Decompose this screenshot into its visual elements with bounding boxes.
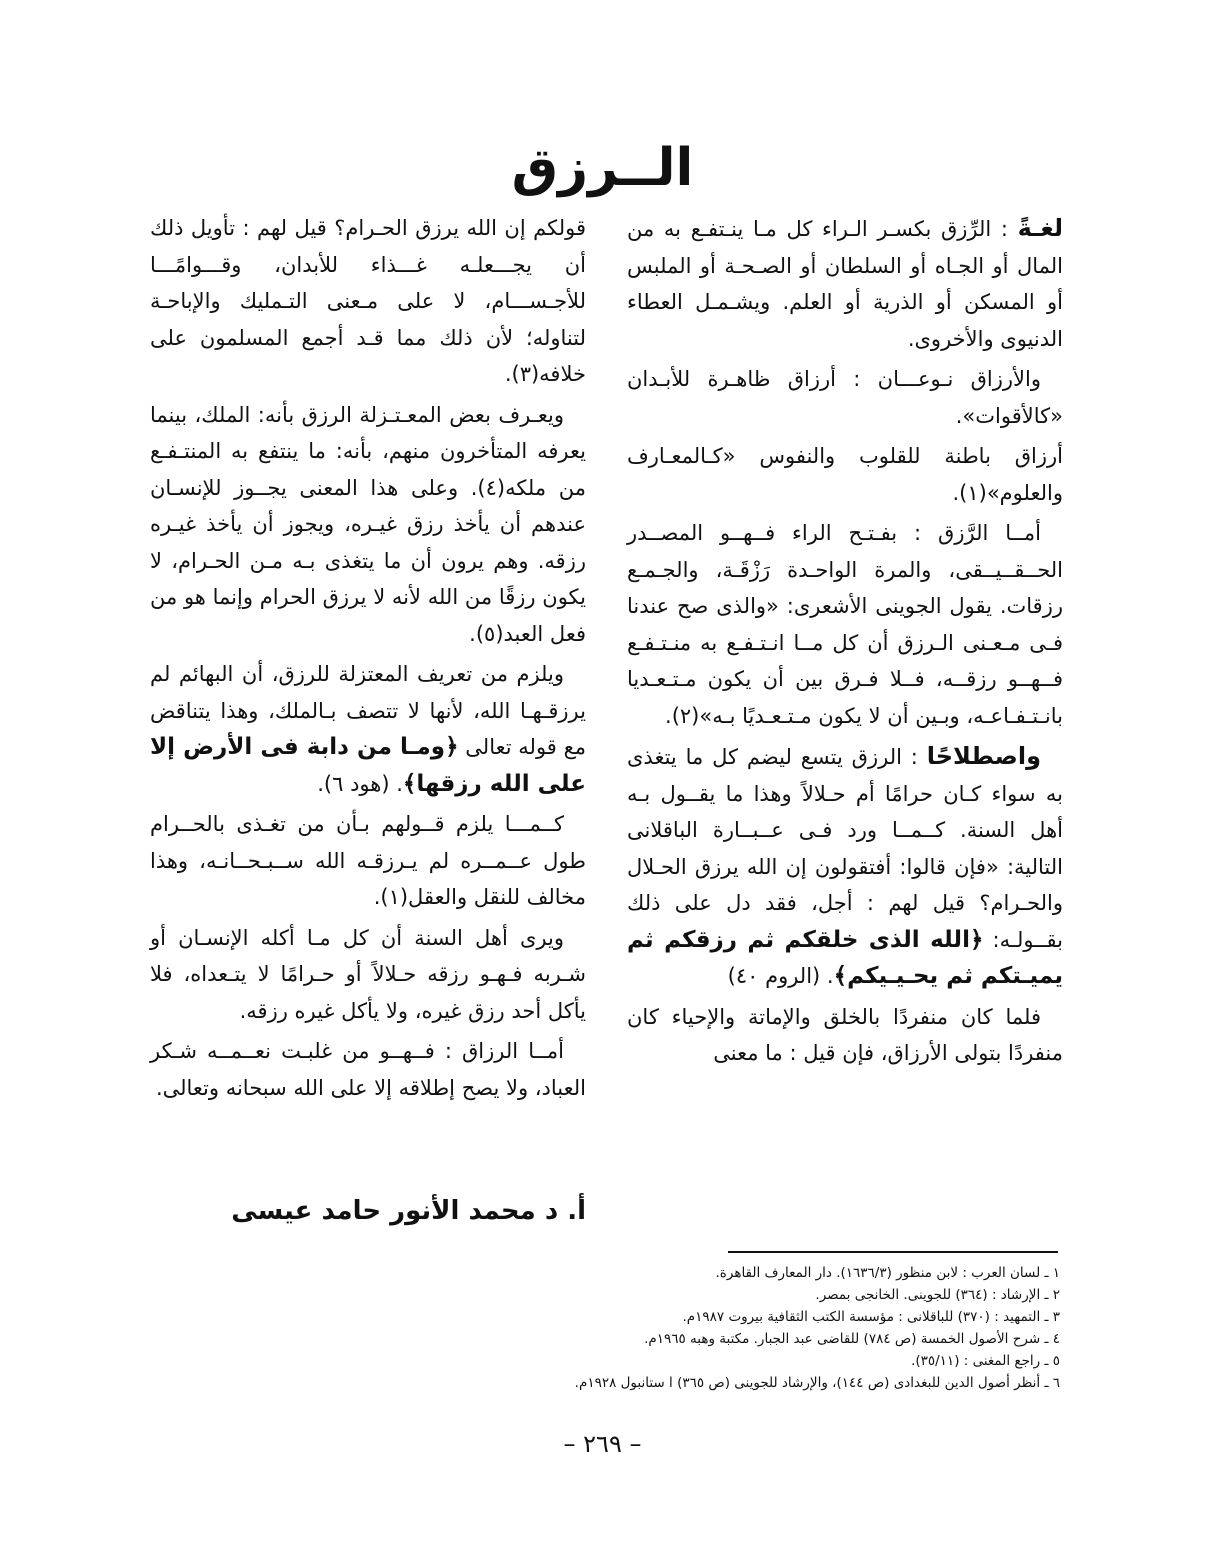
term-istilahan: واصطلاحًا <box>926 742 1041 770</box>
paragraph-razzaq: أمــا الرزاق : فــهــو من غلبـت نعــمــه شـكر العباد، ولا يصح إطلاقه إلا على الله سبحانه وتعالى. <box>150 1039 586 1100</box>
paragraph-istilahan <box>627 738 1063 995</box>
author-signature: أ. د محمد الأنور حامد عيسى <box>231 1196 586 1226</box>
paragraph-text: : الرزق يتسع ليضم كل ما يتغذى به سواء كـان حرامًا أم حـلالاً وهذا ما يقــول بـه أهل السنة. كــمــا ورد فـى عــبــارة الباقلانى التالية: «فإن قالوا: أفتقولون إن الله يرزق الحـلال والحـرام؟ قيل لهم : أجل، فقد دل على ذلك بقــولـه: <box>627 745 1064 952</box>
footnote-item: ٣ ـ التمهيد : (٣٧٠) للباقلانى : مؤسسة الكتب الثقافية بيروت ١٩٨٧م. <box>682 1309 1060 1325</box>
paragraph-infirad: فلما كان منفردًا بالخلق والإماتة والإحياء كان منفردًا بتولى الأرزاق، فإن قيل : ما معنى <box>627 1004 1063 1065</box>
quran-verse: ﴿الله الذى خلقكم ثم رزقكم ثم يميـتكم ثم يحـيـيكم﴾ <box>627 926 1063 989</box>
left-column <box>150 210 586 1110</box>
footnote-item: ٤ ـ شرح الأصول الخمسة (ص ٧٨٤) للقاضى عبد الجبار. مكتبة وهبه ١٩٦٥م. <box>644 1331 1060 1347</box>
paragraph-lugha <box>627 210 1063 357</box>
paragraph-text: : الرِّزق بكسـر الـراء كل مـا ينـتفـع به من المال أو الجـاه أو السلطان أو الصـحـة أو الملبس أو المسكن أو الذرية أو العلم. ويشـمـل العطاء الدنيوى والأخروى. <box>627 217 1063 351</box>
term-lugha: لغـةً <box>1017 214 1063 242</box>
paragraph-ahl-sunna: ويرى أهل السنة أن كل مـا أكله الإنسـان أو شـربه فـهـو رزقه حـلالاً أو حـرامًا لا يتـعداه، فلا يأكل أحد رزق غيره، ولا يأكل غيره رزقه. <box>150 925 586 1023</box>
paragraph-razq-fath: أمــا الرَّزق : بفـتـح الراء فــهــو المصــدر الحــقــيــقى، والمرة الواحـدة رَزْقَـة، والجـمـع رزقات. يقول الجوينى الأشعرى: «والذى صح عندنا فـى مـعـنى الـرزق أن كل مــا انـتـفـع به منـتـفـع فــهــو رزقــه، فــلا فـرق بين أن يكون مـتـعـديا بانـتـفـاعـه، وبـين أن لا يكون مـتـعـديًا بـه»(٢). <box>627 521 1063 728</box>
paragraph-tawil: قولكم إن الله يرزق الحـرام؟ قيل لهم : تأويل ذلك أن يجـــعلـه غـــذاء للأبدان، وقـــوامًـــا للأجـســـام، لا على مـعنى التـمليك والإباحـة لتناوله؛ لأن ذلك مما قـد أجمع المسلمون على خلافه(٣). <box>150 216 586 386</box>
right-column <box>627 210 1063 1076</box>
footnote-divider <box>728 1251 1058 1253</box>
paragraph-mutazila: ويعـرف بعض المعـتـزلة الرزق بأنه: الملك، بينما يعرفه المتأخرون منهم، بأنه: ما ينتفع به المنتـفـع من ملكه(٤). وعلى هذا المعنى يجــوز للإنسـان عندهم أن يأخذ رزق غيـره، ويجوز أن يأخذ غيـره رزقه. وهم يرون أن ما يتغذى بـه مـن الحـرام، لا يكون رزقًا من الله لأنه لا يرزق الحرام وإنما هو من فعل العبد(٥). <box>150 402 586 646</box>
footnote-item: ١ ـ لسان العرب : لابن منظور (١٦٣٦/٣). دار المعارف القاهرة. <box>715 1265 1060 1281</box>
page-title: الــرزق <box>511 138 694 198</box>
footnote-item: ٢ ـ الإرشاد : (٣٦٤) للجوينى. الخانجى بمصر. <box>815 1287 1060 1303</box>
verse-reference: . (الروم ٤٠) <box>727 964 834 988</box>
footnotes-list <box>440 1262 1060 1394</box>
paragraph-text: ويلزم من تعريف المعتزلة للرزق، أن البهائم لم يرزقـهـا الله، لأنها لا تتصف بـالملك، وهذا يتناقض مع قوله تعالى <box>150 662 586 759</box>
verse-reference: . (هود ٦). <box>317 771 403 796</box>
footnote-item: ٥ ـ راجع المغنى : (٣٥/١١). <box>911 1353 1060 1369</box>
page-number: – ٢٦٩ – <box>563 1430 642 1458</box>
footnote-item: ٦ ـ أنظر أصول الدين للبغدادى (ص ١٤٤)، والإرشاد للجوينى (ص ٣٦٥) ا ستانبول ١٩٢٨م. <box>574 1375 1060 1391</box>
paragraph-arzaq-batina: أرزاق باطنة للقلوب والنفوس «كـالمعـارف والعلوم»(١). <box>627 444 1063 505</box>
paragraph-haram: كــمـــا يلزم قــولهم بـأن من تغـذى بالحــرام طول عــمــره لم يـرزقـه الله ســبـحــانـه، وهذا مخالف للنقل والعقل(١). <box>150 812 586 909</box>
quran-verse: ﴿ومـا من دابة فى الأرض إلا على الله رزقها﴾ <box>150 734 586 797</box>
paragraph-arzaq-types: والأرزاق نـوعـــان : أرزاق ظاهـرة للأبـدان «كالأقوات». <box>627 367 1063 428</box>
paragraph-bahaim <box>150 656 586 802</box>
